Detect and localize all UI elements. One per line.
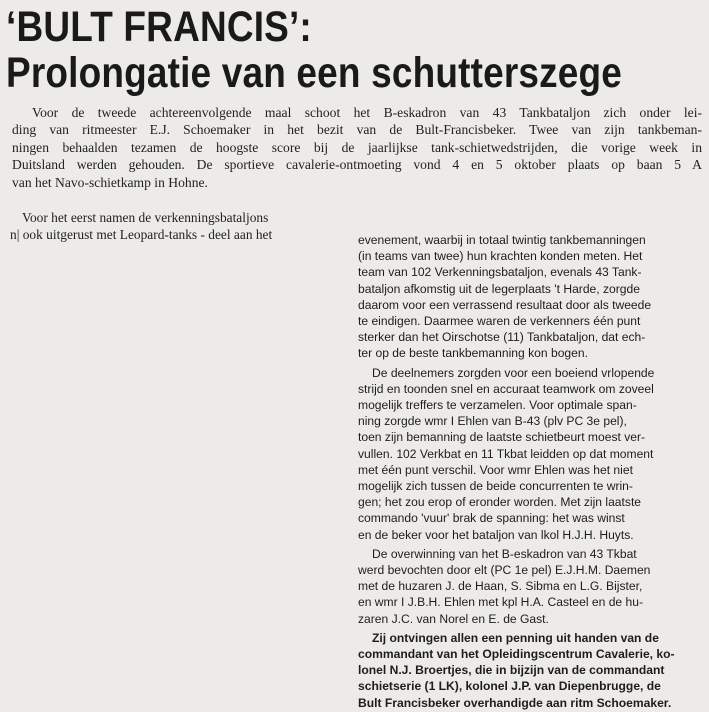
body-line: mogelijk zich tussen de beide concurrenten te wrin- <box>358 479 633 494</box>
left-column <box>10 209 345 243</box>
lead-line: ding van ritmeester E.J. Schoemaker in het bezit van de Bult-Francisbeker. Twee van zijn tankbeman- <box>12 122 702 138</box>
paragraph-3 <box>358 546 706 627</box>
left-column-line: n| ook uitgerust met Leopard-tanks - deel aan het <box>10 227 273 242</box>
body-line: toen zijn bemanning de laatste schietbeurt moest ver- <box>358 430 646 445</box>
body-line: commandant van het Opleidingscentrum Cavalerie, ko- <box>358 647 675 662</box>
body-line: te eindigen. Daarmee waren de verkenners één punt <box>358 314 641 329</box>
body-line: ning zorgde wmr I Ehlen van B-43 (plv PC 3e pel), <box>358 414 627 429</box>
paragraph-2 <box>358 365 706 543</box>
body-line: commando 'vuur' brak de spanning: het was winst <box>358 511 625 526</box>
body-line: vullen. 102 Verkbat en 11 Tkbat leidden op dat moment <box>358 446 654 461</box>
body-line: werd bevochten door elt (PC 1e pel) E.J.H.M. Daemen <box>358 563 651 578</box>
body-line: zaren J.C. van Norel en E. de Gast. <box>358 611 549 626</box>
body-line: en de beker voor het bataljon van lkol H.J.H. Huyts. <box>358 527 634 542</box>
body-line: met één punt verschil. Voor wmr Ehlen was het niet <box>358 462 633 477</box>
body-line: team van 102 Verkenningsbataljon, evenals 43 Tank- <box>358 265 642 280</box>
paragraph-4 <box>358 630 706 711</box>
lead-line: Duitsland werden gehouden. De sportieve cavalerie-ontmoeting vond 4 en 5 oktober plaats op baan 5 A <box>12 157 702 173</box>
lead-paragraph <box>12 104 702 191</box>
body-line: evenement, waarbij in totaal twintig tankbemanningen <box>358 233 646 247</box>
body-line: De deelnemers zorgden voor een boeiend vrlopende <box>372 365 655 380</box>
body-line: gen; het zou erop of eronder worden. Met zijn laatste <box>358 495 642 510</box>
body-line: met de huzaren J. de Haan, S. Sibma en L.G. Bijster, <box>358 579 643 594</box>
headline-line-2: Prolongatie van een schutterszege <box>6 49 623 97</box>
headline-line-1: ‘BULT FRANCIS’: <box>6 3 312 51</box>
body-line: mogelijk treffers te verzamelen. Voor optimale span- <box>358 398 637 413</box>
body-line: schietserie (1 LK), kolonel J.P. van Diepenbrugge, de <box>358 679 661 694</box>
lead-line: Voor de tweede achtereenvolgende maal schoot het B-eskadron van 43 Tankbataljon zich onder lei- <box>32 105 702 120</box>
body-line: daarom voor een verrassend resultaat door als tweede <box>358 297 652 312</box>
body-line: (in teams van twee) hun krachten konden meten. Het <box>358 249 643 264</box>
body-line: en wmr I J.B.H. Ehlen met kpl H.A. Casteel en de hu- <box>358 595 643 610</box>
lead-line: ningen behaalden tezamen de hoogste score bij de jaarlijkse tank-schietwedstrijden, die vorige week in <box>12 139 702 155</box>
body-line: Zij ontvingen allen een penning uit handen van de <box>372 630 659 645</box>
lead-line: van het Navo-schietkamp in Hohne. <box>12 174 208 190</box>
body-line: lonel N.J. Broertjes, die in bijzijn van de commandant <box>358 663 665 678</box>
body-line: bataljon afkomstig uit de legerplaats 't Harde, zorgde <box>358 281 640 296</box>
body-line: Bult Francisbeker overhandigde aan ritm Schoemaker. <box>358 695 672 710</box>
left-column-line: Voor het eerst namen de verkenningsbataljons <box>22 210 269 225</box>
body-line: strijd en toonden snel en accuraat teamwork om zoveel <box>358 381 654 396</box>
body-line: ter op de beste tankbemanning kon bogen. <box>358 346 588 361</box>
body-line: De overwinning van het B-eskadron van 43 Tkbat <box>372 546 637 561</box>
headline <box>6 3 623 97</box>
right-column <box>358 232 706 712</box>
paragraph-1 <box>358 232 706 362</box>
body-line: sterker dan het Oirschotse (11) Tankbataljon, dat ech- <box>358 330 646 345</box>
